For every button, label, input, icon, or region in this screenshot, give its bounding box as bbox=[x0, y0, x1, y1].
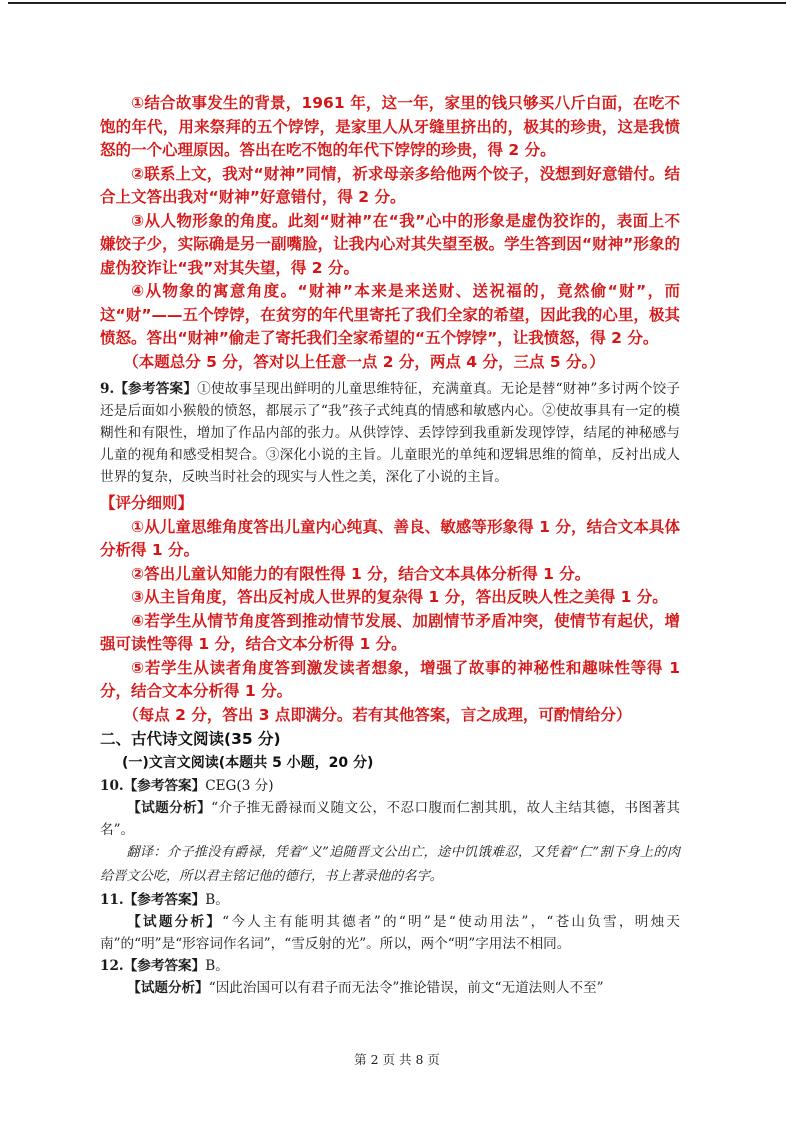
q12-analysis bbox=[100, 977, 680, 999]
q9-answer bbox=[100, 378, 680, 488]
section-title: 二、古代诗文阅读(35 分) bbox=[100, 730, 281, 748]
q11-analysis-text: “今人主有能明其德者”的“明”是“使动用法”，“苍山负雪，明烛天南”的“明”是“形容词作名词”，“雪反射的光”。所以，两个“明”字用法不相同。 bbox=[100, 914, 680, 952]
rubric-title: 【评分细则】 bbox=[100, 494, 194, 512]
q10-analysis bbox=[100, 797, 680, 841]
answer-point-1: ①结合故事发生的背景，1961 年，这一年，家里的钱只够买八斤白面，在吃不饱的年代，用来祭拜的五个饽饽，是家里人从牙缝里挤出的，极其的珍贵，这是我愤怒的一个心理原因。答出在吃不饱的年代下饽饽的珍贵，得 2 分。 bbox=[100, 94, 680, 159]
answer-point-2: ②联系上文，我对“财神”同情，祈求母亲多给他两个饺子，没想到好意错付。结合上文答出我对“财神”好意错付，得 2 分。 bbox=[100, 164, 680, 206]
q10-answer-value: CEG(3 分) bbox=[205, 778, 274, 794]
rubric-item-5: ⑤若学生从读者角度答到激发读者想象，增强了故事的神秘性和趣味性等得 1 分，结合文本分析得 1 分。 bbox=[100, 658, 680, 700]
q12-answer bbox=[100, 955, 680, 977]
rubric-item-3: ③从主旨角度，答出反衬成人世界的复杂得 1 分，答出反映人性之美得 1 分。 bbox=[131, 588, 668, 606]
q12-analysis-text: “因此治国可以有君子而无法令”推论错误，前文“无道法则人不至” bbox=[208, 980, 604, 996]
rubric-note: （每点 2 分，答出 3 点即满分。若有其他答案，言之成理，可酌情给分） bbox=[123, 705, 632, 724]
q12-label: 12.【参考答案】 bbox=[100, 958, 206, 974]
q10-analysis-label: 【试题分析】 bbox=[127, 800, 212, 816]
subsection-title: (一)文言文阅读(本题共 5 小题，20 分) bbox=[122, 755, 374, 771]
q9-text: ①使故事呈现出鲜明的儿童思维特征，充满童真。无论是替“财神”多讨两个饺子还是后面如小猴般的愤怒，都展示了“我”孩子式纯真的情感和敏感内心。②使故事具有一定的模糊性和有限性，增加了作品内部的张力。从供饽饽、丢饽饽到我重新发现饽饽，结尾的神秘感与儿童的视角和感受相契合。③深化小说的主旨。儿童眼光的单纯和逻辑思维的简单，反衬出成人世界的复杂，反映当时社会的现实与人性之美，深化了小说的主旨。 bbox=[100, 381, 680, 485]
answer-point-3: ③从人物形象的角度。此刻“财神”在“我”心中的形象是虚伪狡诈的，表面上不嫌饺子少，实际确是另一副嘴脸，让我内心对其失望至极。学生答到因“财神”形象的虚伪狡诈让“我”对其失望，得 2 分。 bbox=[100, 211, 680, 277]
q10-answer bbox=[100, 775, 680, 797]
q12-analysis-label: 【试题分析】 bbox=[127, 980, 209, 996]
rubric-item-2: ②答出儿童认知能力的有限性得 1 分，结合文本具体分析得 1 分。 bbox=[131, 564, 591, 583]
rubric-item-1: ①从儿童思维角度答出儿童内心纯真、善良、敏感等形象得 1 分，结合文本具体分析得 1 分。 bbox=[100, 517, 680, 559]
top-border-line bbox=[8, 2, 786, 4]
q11-analysis bbox=[100, 911, 680, 955]
answer-point-4: ④从物象的寓意角度。“财神”本来是来送财、送祝福的，竟然偷“财”，而这“财”——五个饽饽，在贫穷的年代里寄托了我们全家的希望，因此我的心里，极其愤怒。答出“财神”偷走了寄托我们全家希望的“五个饽饽”，让我愤怒，得 2 分。 bbox=[100, 282, 680, 347]
page-footer: 第 2 页 共 8 页 bbox=[354, 1052, 440, 1067]
q11-analysis-label: 【试题分析】 bbox=[127, 914, 223, 930]
q9-label: 9.【参考答案】 bbox=[100, 381, 198, 397]
q10-analysis-text: “介子推无爵禄而义随文公，不忍口腹而仁割其肌，故人主结其德，书图著其名”。 bbox=[100, 800, 680, 838]
page-content bbox=[100, 92, 680, 999]
rubric-item-4: ④若学生从情节角度答到推动情节发展、加剧情节矛盾冲突，使情节有起伏，增强可读性等得 1 分，结合文本分析得 1 分。 bbox=[100, 611, 680, 653]
q10-label: 10.【参考答案】 bbox=[100, 778, 206, 794]
q10-translation: 翻译：介子推没有爵禄，凭着“义”追随晋文公出亡，途中饥饿难忍，又凭着“仁”割下身上的肉给晋文公吃，所以君主铭记他的德行，书上著录他的名字。 bbox=[100, 845, 680, 884]
q12-answer-value: B。 bbox=[205, 958, 229, 974]
answer-total-score: （本题总分 5 分，答对以上任意一点 2 分，两点 4 分，三点 5 分。） bbox=[123, 352, 605, 371]
q11-answer bbox=[100, 889, 680, 911]
q11-label: 11.【参考答案】 bbox=[100, 892, 206, 908]
q11-answer-value: B。 bbox=[205, 892, 229, 908]
